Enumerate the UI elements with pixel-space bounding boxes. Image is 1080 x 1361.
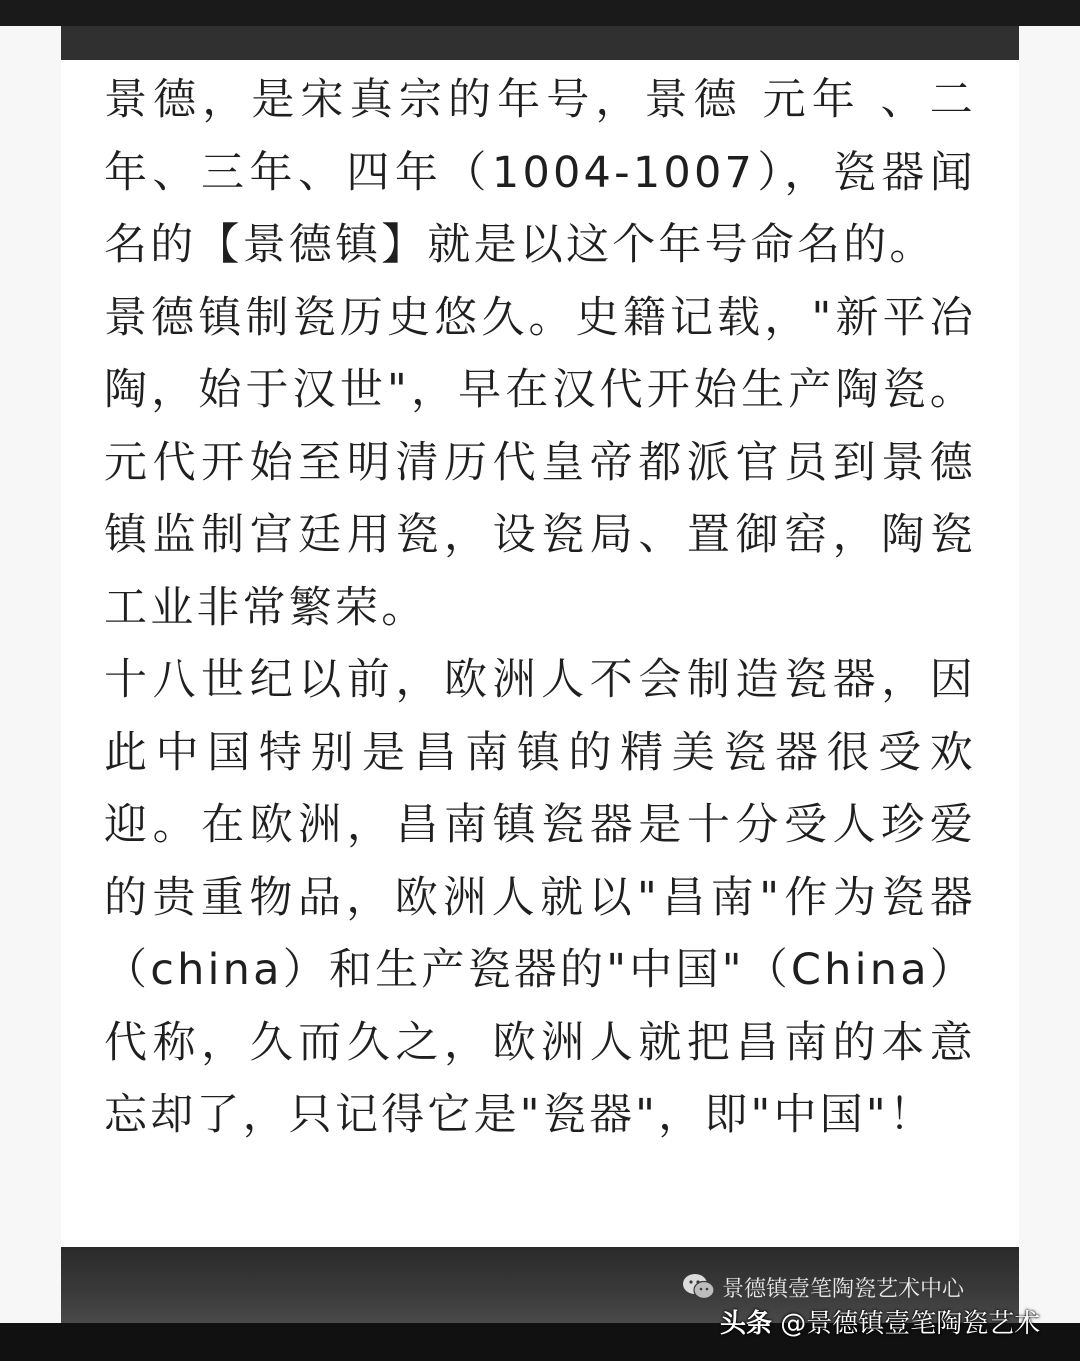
wechat-icon xyxy=(682,1273,716,1301)
toutiao-watermark xyxy=(720,1303,1040,1340)
top-bar xyxy=(0,0,1080,26)
image-top-strip xyxy=(61,26,1019,60)
watermark-handle: @景德镇壹笔陶瓷艺术 xyxy=(780,1309,1041,1339)
image-source-credit xyxy=(682,1270,964,1304)
paragraph-2: 景德镇制瓷历史悠久。史籍记载，"新平冶陶，始于汉世"，早在汉代开始生产陶瓷。元代开始至明清历代皇帝都派官员到景德镇监制宫廷用瓷，设瓷局、置御窑，陶瓷工业非常繁荣。 xyxy=(104,292,976,633)
article-body xyxy=(104,64,976,1152)
paragraph-1: 景德，是宋真宗的年号，景德 元年 、二年、三年、四年（1004-1007），瓷器闻名的【景德镇】就是以这个年号命名的。 xyxy=(104,75,976,270)
watermark-brand: 头条 xyxy=(720,1309,773,1339)
image-source-label: 景德镇壹笔陶瓷艺术中心 xyxy=(722,1276,965,1302)
paragraph-3: 十八世纪以前，欧洲人不会制造瓷器，因此中国特别是昌南镇的精美瓷器很受欢迎。在欧洲，昌南镇瓷器是十分受人珍爱的贵重物品，欧洲人就以"昌南"作为瓷器（china）和生产瓷器的"中国"（China）代称，久而久之，欧洲人就把昌南的本意忘却了，只记得它是"瓷器"，即"中国"！ xyxy=(104,655,976,1140)
